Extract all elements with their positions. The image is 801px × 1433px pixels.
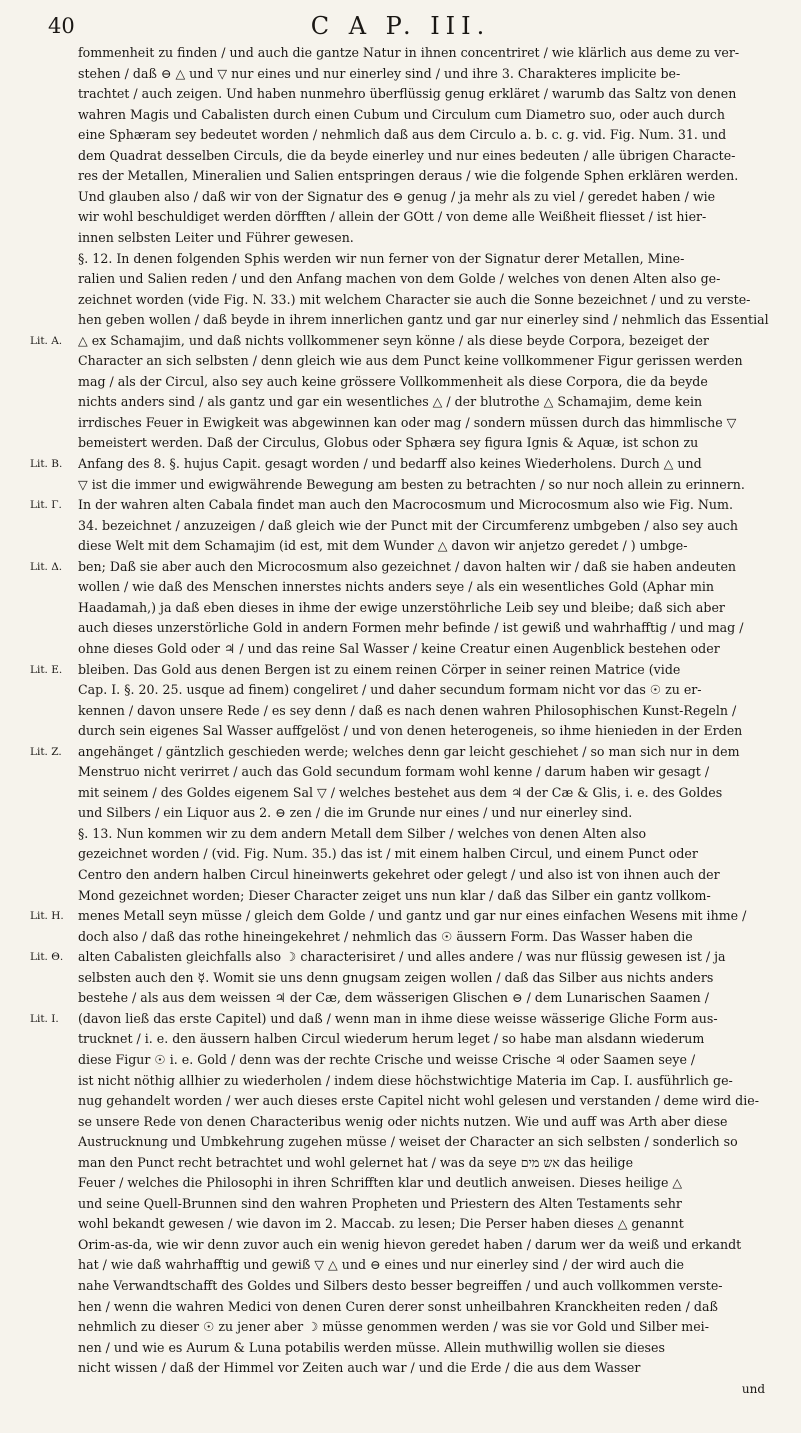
line-text: Character an sich selbsten / denn gleich wie aus dem Punct keine vollkommener Figur gerissen werden bbox=[78, 353, 743, 369]
line-text: hen geben wollen / daß beyde in ihrem innerlichen gantz und gar nur einerley sind / nehmlich das Essential bbox=[78, 312, 769, 328]
line-text: wohl bekandt gewesen / wie davon im 2. Maccab. zu lesen; Die Perser haben dieses △ genannt bbox=[78, 1216, 684, 1232]
line-text: fommenheit zu finden / und auch die gantze Natur in ihnen concentriret / wie klärlich aus deme zu ver- bbox=[78, 45, 740, 60]
line-text: bestehe / als aus dem weissen ♃ der Cæ, dem wässerigen Glischen ⊖ / dem Lunarischen Saamen / bbox=[78, 990, 710, 1006]
line-text: trucknet / i. e. den äussern halben Circul wiederum herum leget / so habe man alsdann wiederum bbox=[78, 1031, 705, 1047]
line-text: hen / wenn die wahren Medici von denen Curen derer sonst unheilbahren Kranckheiten reden / daß bbox=[78, 1298, 718, 1314]
line-text: nen / und wie es Aurum & Luna potabilis werden müsse. Allein muthwillig wollen sie dieses bbox=[78, 1339, 665, 1355]
line-text: §. 13. Nun kommen wir zu dem andern Metall dem Silber / welches von denen Alten also bbox=[78, 825, 647, 841]
running-head: C A P. III. bbox=[310, 12, 491, 40]
line-text: nug gehandelt worden / wer auch dieses erste Capitel nicht wohl gelesen und verstanden / deme wird die- bbox=[78, 1093, 759, 1109]
line-text: trachtet / auch zeigen. Und haben nunmehro überflüssig genug erkläret / warumb das Saltz von denen bbox=[78, 86, 737, 102]
line-text: selbsten auch den ☿. Womit sie uns denn gnugsam zeigen wollen / daß das Silber aus nichts anders bbox=[78, 969, 714, 985]
page-number: 40 bbox=[48, 14, 75, 38]
line-text: man den Punct recht betrachtet und wohl gelernet hat / was da seye אש מים das heilige bbox=[78, 1154, 634, 1170]
line-text: doch also / daß das rothe hineingekehret / nehmlich das ☉ äussern Form. Das Wasser haben die bbox=[78, 928, 693, 944]
page-header bbox=[0, 8, 801, 42]
line-text: zeichnet worden (vide Fig. N. 33.) mit welchem Character sie auch die Sonne bezeichnet / und zu verste- bbox=[78, 291, 751, 307]
line-text: innen selbsten Leiter und Führer gewesen. bbox=[78, 229, 354, 245]
line-text: durch sein eigenes Sal Wasser auffgelöst / und von denen heterogeneis, so ihme hienieden in der Erden bbox=[78, 723, 743, 739]
line-text: (davon ließ das erste Capitel) und daß / wenn man in ihme diese weisse wässerige Gliche Form aus- bbox=[78, 1010, 718, 1026]
line-text: ohne dieses Gold oder ♃ / und das reine Sal Wasser / keine Creatur einen Augenblick bestehen oder bbox=[78, 640, 720, 656]
line-text: diese Figur ☉ i. e. Gold / denn was der rechte Crische und weisse Crische ♃ oder Saamen seye / bbox=[78, 1051, 696, 1067]
line-text: auch dieses unzerstörliche Gold in andern Formen mehr befinde / ist gewiß und wahrhafftig / und mag / bbox=[78, 620, 744, 636]
line-text: ist nicht nöthig allhier zu wiederholen / indem diese höchstwichtige Materia im Cap. I. ausführlich ge- bbox=[78, 1072, 733, 1088]
line-text: Und glauben also / daß wir von der Signatur des ⊖ genug / ja mehr als zu viel / geredet haben / wie bbox=[78, 188, 716, 204]
line-text: ▽ ist die immer und ewigwährende Bewegung am besten zu betrachten / so nur noch allein zu erinnern. bbox=[78, 476, 745, 492]
line-text: 34. bezeichnet / anzuzeigen / daß gleich wie der Punct mit der Circumferenz umbgeben / also sey auch bbox=[78, 517, 738, 533]
line-text: kennen / davon unsere Rede / es sey denn / daß es nach denen wahren Philosophischen Kunst-Regeln / bbox=[78, 702, 737, 718]
line-text: stehen / daß ⊖ △ und ▽ nur eines und nur einerley sind / und ihre 3. Charakteres implicite be- bbox=[78, 65, 681, 81]
line-text: wir wohl beschuldiget werden dörfften / allein der GOtt / von deme alle Weißheit fliesset / ist hier- bbox=[78, 209, 707, 225]
line-text: mag / als der Circul, also sey auch keine grössere Vollkommenheit als diese Corpora, die da beyde bbox=[78, 373, 708, 389]
line-text: eine Sphæram sey bedeutet worden / nehmlich daß aus dem Circulo a. b. c. g. vid. Fig. Num. 31. und bbox=[78, 127, 727, 143]
margin-note: Lit. Δ. bbox=[30, 560, 63, 573]
line-text: menes Metall seyn müsse / gleich dem Golde / und gantz und gar nur eines einfachen Wesens mit ihme / bbox=[78, 908, 747, 924]
margin-note: Lit. H. bbox=[30, 910, 64, 923]
line-text: §. 12. In denen folgenden Sphis werden wir nun ferner von der Signatur derer Metallen, Mine- bbox=[78, 250, 685, 266]
line-text: In der wahren alten Cabala findet man auch den Macrocosmum und Microcosmum also wie Fig. Num. bbox=[78, 497, 733, 513]
margin-note: Lit. I. bbox=[30, 1012, 59, 1025]
margin-note: Lit. Θ. bbox=[30, 951, 64, 964]
margin-note: Lit. B. bbox=[30, 458, 63, 470]
line-text: ben; Daß sie aber auch den Microcosmum also gezeichnet / davon halten wir / daß sie haben andeuten bbox=[78, 558, 737, 574]
line-text: alten Cabalisten gleichfalls also ☽ characterisiret / und alles andere / was nur flüssig gewesen ist / ja bbox=[78, 949, 726, 965]
line-text: res der Metallen, Mineralien und Salien entspringen deraus / wie die folgende Sphen erklären werden. bbox=[78, 168, 739, 184]
line-text: irrdisches Feuer in Ewigkeit was abgewinnen kan oder mag / sondern müssen durch das himmlische ▽ bbox=[78, 414, 737, 430]
line-text: hat / wie daß wahrhafftig und gewiß ▽ △ und ⊖ eines und nur einerley sind / der wird auch die bbox=[78, 1257, 684, 1273]
catchword: und bbox=[741, 1382, 765, 1396]
line-text: Austrucknung und Umbkehrung zugehen müsse / weiset der Character an sich selbsten / sonderlich so bbox=[78, 1134, 738, 1150]
line-text: nehmlich zu dieser ☉ zu jener aber ☽ müsse genommen werden / was sie vor Gold und Silber mei- bbox=[78, 1319, 709, 1335]
margin-note: Lit. E. bbox=[30, 663, 63, 676]
line-text: Centro den andern halben Circul hineinwerts gekehret oder gelegt / und also ist von ihnen auch der bbox=[78, 867, 720, 882]
line-text: gezeichnet worden / (vid. Fig. Num. 35.) das ist / mit einem halben Circul, und einem Punct oder bbox=[78, 846, 698, 862]
line-text: Orim-as-da, wie wir denn zuvor auch ein wenig hievon geredet haben / darum wer da weiß und erkandt bbox=[78, 1236, 742, 1252]
line-text: se unsere Rede von denen Characteribus wenig oder nichts nutzen. Wie und auff was Arth aber diese bbox=[78, 1113, 728, 1129]
line-text: wollen / wie daß des Menschen innerstes nichts anders seye / als ein wesentliches Gold (Aphar min bbox=[78, 579, 715, 595]
line-text: bemeistert werden. Daß der Circulus, Globus oder Sphæra sey figura Ignis & Aquæ, ist schon zu bbox=[78, 435, 699, 451]
line-text: ralien und Salien reden / und den Anfang machen von dem Golde / welches von denen Alten also ge- bbox=[78, 271, 721, 287]
margin-note: Lit. A. bbox=[30, 334, 63, 347]
line-text: und seine Quell-Brunnen sind den wahren Propheten und Priestern des Alten Testaments sehr bbox=[78, 1195, 682, 1211]
line-text: und Silbers / ein Liquor aus 2. ⊖ zen / die im Grunde nur eines / und nur einerley sind. bbox=[78, 805, 633, 821]
line-text: wahren Magis und Cabalisten durch einen Cubum und Circulum cum Diametro suo, oder auch durch bbox=[78, 106, 725, 122]
line-text: nicht wissen / daß der Himmel vor Zeiten auch war / und die Erde / die aus dem Wasser bbox=[78, 1360, 641, 1376]
line-text: Haadamah,) ja daß eben dieses in ihme der ewige unzerstöhrliche Leib sey und bleibe; daß sich aber bbox=[78, 599, 725, 615]
line-text: nahe Verwandtschafft des Goldes und Silbers desto besser begreiffen / und auch vollkommen verste- bbox=[78, 1278, 723, 1293]
line-text: Mond gezeichnet worden; Dieser Character zeiget uns nun klar / daß das Silber ein gantz vollkom- bbox=[78, 887, 711, 903]
margin-note: Lit. Γ. bbox=[30, 499, 62, 512]
line-text: angehänget / gäntzlich geschieden werde; welches denn gar leicht geschiehet / so man sich nur in dem bbox=[78, 743, 740, 759]
line-text: dem Quadrat desselben Circuls, die da beyde einerley und nur eines bedeuten / alle übrigen Characte- bbox=[78, 147, 736, 163]
line-text: Feuer / welches die Philosophi in ihren Schrifften klar und deutlich anweisen. Dieses heilige △ bbox=[78, 1175, 683, 1191]
line-text: Cap. I. §. 20. 25. usque ad finem) congeliret / und daher secundum formam nicht vor das ☉ zu er- bbox=[78, 682, 702, 698]
line-text: bleiben. Das Gold aus denen Bergen ist zu einem reinen Cörper in seiner reinen Matrice (vide bbox=[78, 661, 681, 677]
line-text: △ ex Schamajim, und daß nichts vollkommener seyn könne / als diese beyde Corpora, bezeiget der bbox=[78, 332, 709, 348]
line-text: Anfang des 8. §. hujus Capit. gesagt worden / und bedarff also keines Wiederholens. Durch △ und bbox=[78, 456, 702, 471]
margin-note: Lit. Z. bbox=[30, 745, 62, 758]
line-text: diese Welt mit dem Schamajim (id est, mit dem Wunder △ davon wir anjetzo geredet / ) umbge- bbox=[78, 538, 688, 554]
line-text: nichts anders sind / als gantz und gar ein wesentliches △ / der blutrothe △ Schamajim, deme kein bbox=[78, 394, 703, 410]
line-text: Menstruo nicht verirret / auch das Gold secundum formam wohl kenne / darum haben wir gesagt / bbox=[78, 764, 710, 780]
line-text: mit seinem / des Goldes eigenem Sal ▽ / welches bestehet aus dem ♃ der Cæ & Glis, i. e. des Goldes bbox=[78, 784, 723, 800]
text-line bbox=[0, 1355, 801, 1381]
